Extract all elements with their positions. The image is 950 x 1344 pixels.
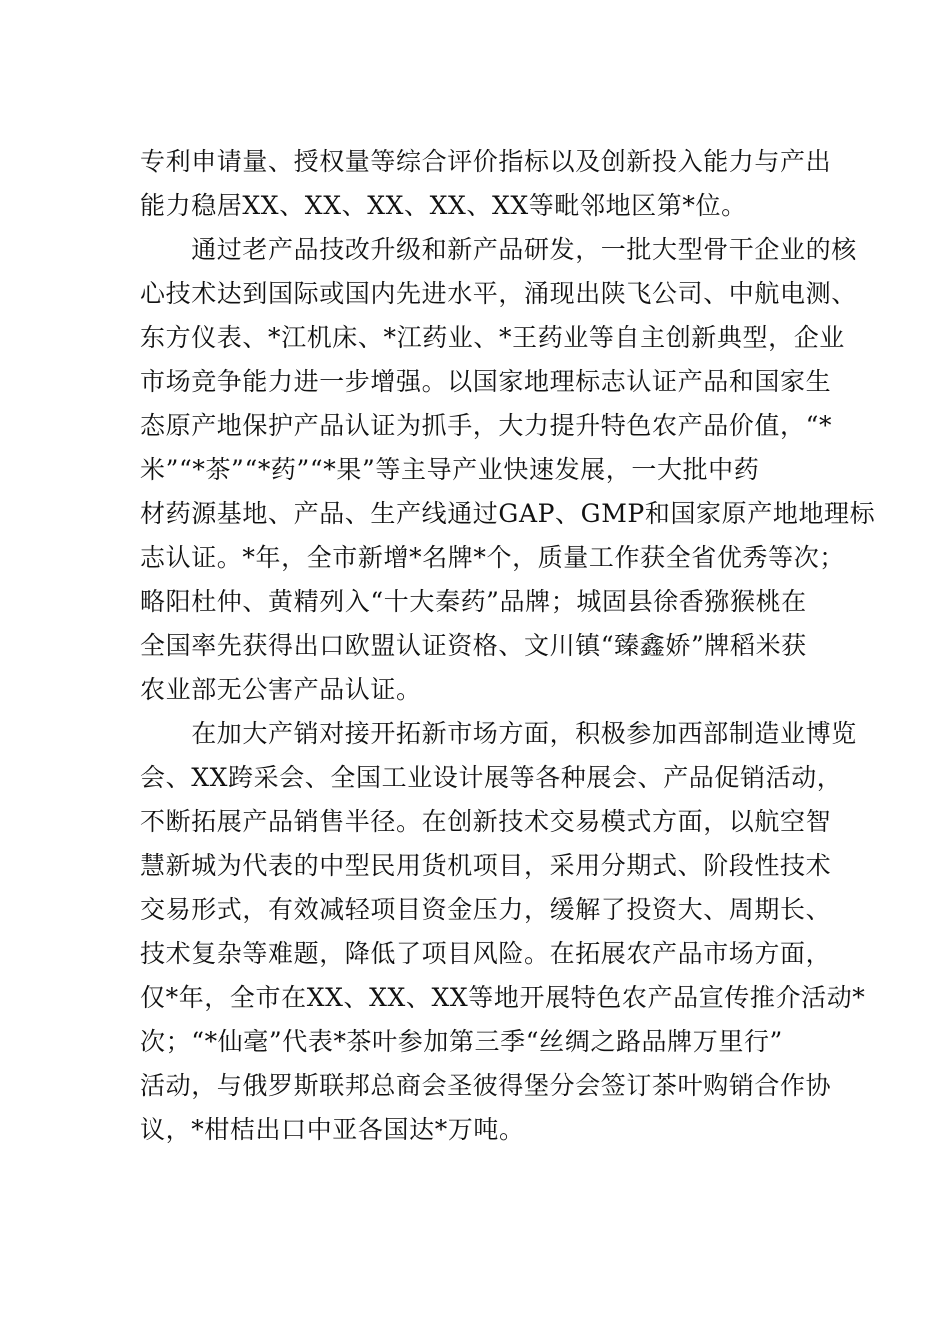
text-line: 专利申请量、授权量等综合评价指标以及创新投入能力与产出 <box>140 147 832 176</box>
text-line: 心技术达到国际或国内先进水平，涌现出陕飞公司、中航电测、 <box>140 279 857 308</box>
text-line: 通过老产品技改升级和新产品研发，一批大型骨干企业的核 <box>140 235 857 264</box>
text-line: 会、XX跨采会、全国工业设计展等各种展会、产品促销活动， <box>140 763 843 792</box>
text-line: 活动，与俄罗斯联邦总商会圣彼得堡分会签订茶叶购销合作协 <box>140 1071 832 1100</box>
text-line: 略阳杜仲、黄精列入“十大秦药”品牌；城固县徐香猕猴桃在 <box>140 587 807 616</box>
text-line: 全国率先获得出口欧盟认证资格、文川镇“臻鑫娇”牌稻米获 <box>140 631 807 660</box>
text-line: 议，*柑桔出口中亚各国达*万吨。 <box>140 1115 525 1144</box>
text-line: 东方仪表、*江机床、*江药业、*王药业等自主创新典型，企业 <box>140 323 845 352</box>
text-line: 慧新城为代表的中型民用货机项目，采用分期式、阶段性技术 <box>140 851 832 880</box>
text-line: 能力稳居XX、XX、XX、XX、XX等毗邻地区第*位。 <box>140 191 747 220</box>
text-line: 交易形式，有效减轻项目资金压力，缓解了投资大、周期长、 <box>140 895 832 924</box>
text-line: 态原产地保护产品认证为抓手，大力提升特色农产品价值，“* <box>140 411 833 440</box>
text-line: 米”“*茶”“*药”“*果”等主导产业快速发展，一大批中药 <box>140 455 760 484</box>
text-line: 志认证。*年，全市新增*名牌*个，质量工作获全省优秀等次； <box>140 543 845 572</box>
text-line: 仅*年，全市在XX、XX、XX等地开展特色农产品宣传推介活动* <box>140 983 866 1012</box>
text-line: 市场竞争能力进一步增强。以国家地理标志认证产品和国家生 <box>140 367 832 396</box>
text-line: 材药源基地、产品、生产线通过GAP、GMP和国家原产地地理标 <box>140 499 876 528</box>
text-line: 在加大产销对接开拓新市场方面，积极参加西部制造业博览 <box>140 719 857 748</box>
text-line: 次；“*仙毫”代表*茶叶参加第三季“丝绸之路品牌万里行” <box>140 1027 783 1056</box>
text-line: 技术复杂等难题，降低了项目风险。在拓展农产品市场方面， <box>140 939 832 968</box>
text-line: 农业部无公害产品认证。 <box>140 675 422 704</box>
text-line: 不断拓展产品销售半径。在创新技术交易模式方面，以航空智 <box>140 807 832 836</box>
